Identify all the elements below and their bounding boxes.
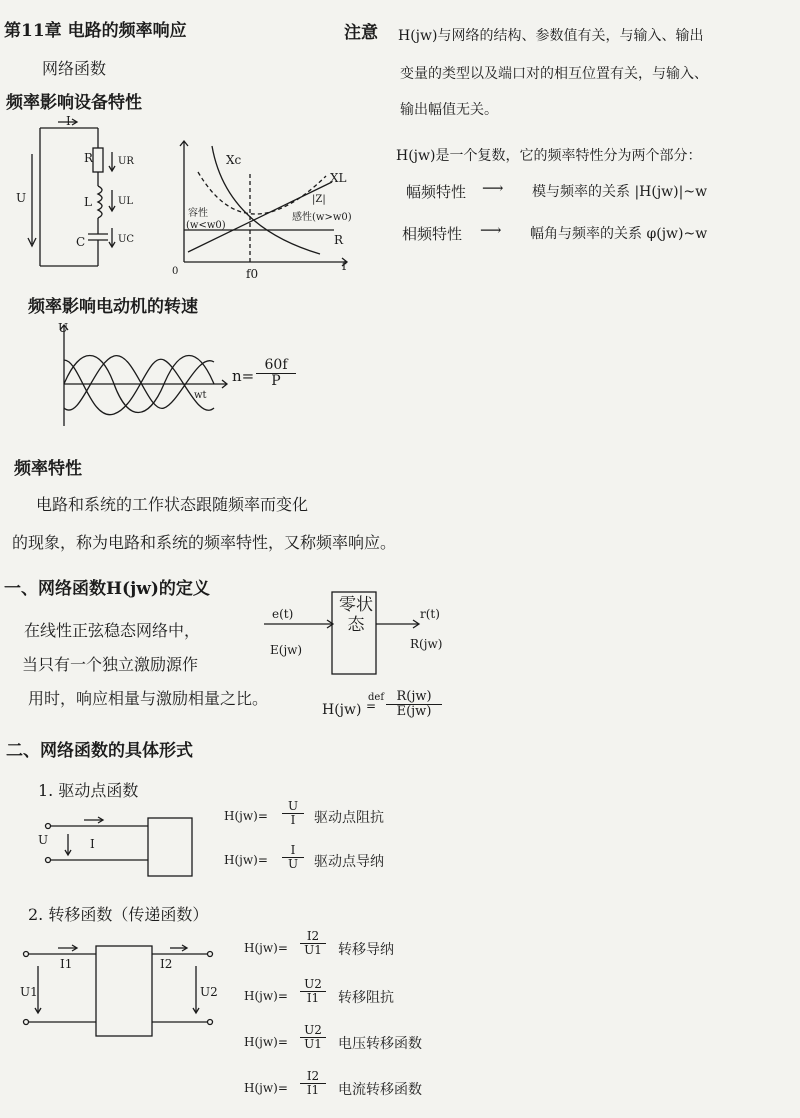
note-line-4: H(jw)是一个复数，它的频率特性分为两个部分： bbox=[396, 148, 702, 164]
arrow-icon: ⟶ bbox=[480, 221, 502, 239]
i1-label: I1 bbox=[60, 957, 73, 971]
current-transfer-den: I1 bbox=[306, 1083, 320, 1098]
driving-admittance-num: I bbox=[282, 844, 304, 858]
ur-label: UR bbox=[118, 156, 134, 167]
note-line-3: 输出幅值无关。 bbox=[400, 102, 498, 118]
driving-admittance-den: U bbox=[287, 857, 299, 872]
def-marker: def bbox=[368, 692, 385, 703]
driving-admittance-name: 驱动点导纳 bbox=[314, 854, 384, 870]
speed-formula-den: P bbox=[271, 373, 281, 390]
current-transfer-num: I2 bbox=[300, 1070, 326, 1084]
wt-axis-label: wt bbox=[194, 390, 207, 401]
amp-freq-label: 幅频特性 bbox=[406, 183, 467, 201]
speed-formula-num: 60f bbox=[256, 358, 296, 374]
port-voltage-label: U bbox=[38, 833, 49, 847]
two-port-diagram bbox=[18, 944, 218, 1044]
three-phase-waveform bbox=[50, 322, 230, 432]
transfer-impedance-den: I1 bbox=[306, 991, 320, 1006]
h-def-num: R(jw) bbox=[386, 690, 442, 705]
driving-impedance-fraction bbox=[282, 800, 304, 827]
i2-label: I2 bbox=[160, 957, 173, 971]
sub-2-title: 2. 转移函数（传递函数） bbox=[28, 905, 209, 924]
voltage-transfer-lhs: H(jw)= bbox=[244, 1035, 288, 1049]
driving-impedance-num: U bbox=[282, 800, 304, 814]
current-transfer-name: 电流转移函数 bbox=[338, 1082, 422, 1098]
f0-label: f0 bbox=[246, 267, 259, 281]
f-axis-label: f bbox=[342, 259, 347, 273]
inductor-label: L bbox=[84, 195, 92, 209]
h-def-den: E(jw) bbox=[396, 704, 432, 720]
inductive-label: 感性(w>w0) bbox=[292, 212, 352, 223]
input-ejw-label: E(jw) bbox=[270, 643, 303, 657]
driving-impedance-den: I bbox=[290, 813, 296, 828]
transfer-impedance-fraction bbox=[300, 978, 326, 1005]
transfer-impedance-lhs: H(jw)= bbox=[244, 989, 288, 1003]
capacitive-condition: (w<w0) bbox=[186, 220, 226, 231]
voltage-transfer-fraction bbox=[300, 1024, 326, 1051]
ul-label: UL bbox=[118, 196, 134, 207]
note-line-2: 变量的类型以及端口对的相互位置有关，与输入、 bbox=[400, 66, 708, 82]
h-definition-fraction bbox=[386, 690, 442, 720]
u1-label: U1 bbox=[20, 985, 38, 999]
output-rjw-label: R(jw) bbox=[410, 637, 443, 651]
driving-impedance-name: 驱动点阻抗 bbox=[314, 810, 384, 826]
section-1-title: 一、网络函数H(jw)的定义 bbox=[4, 579, 210, 599]
resistor-label: R bbox=[84, 151, 94, 165]
note-line-1: H(jw)与网络的结构、参数值有关，与输入、输出 bbox=[398, 28, 704, 44]
sec1-line-1: 在线性正弦稳态网络中， bbox=[24, 621, 201, 640]
driving-admittance-fraction bbox=[282, 844, 304, 871]
freq-def-line-1: 电路和系统的工作状态跟随频率而变化 bbox=[36, 495, 309, 514]
zero-state-box-label: 零状态 bbox=[339, 595, 373, 635]
driving-impedance-lhs: H(jw)= bbox=[224, 809, 268, 823]
sub-1-title: 1. 驱动点函数 bbox=[38, 781, 139, 800]
sec1-line-3: 用时，响应相量与激励相量之比。 bbox=[28, 689, 269, 708]
speed-formula-fraction bbox=[256, 358, 296, 390]
chapter-title: 第11章 电路的频率响应 bbox=[4, 21, 187, 41]
freq-def-line-2: 的现象，称为电路和系统的频率特性，又称频率响应。 bbox=[12, 533, 397, 552]
transfer-admittance-lhs: H(jw)= bbox=[244, 941, 288, 955]
transfer-admittance-den: U1 bbox=[304, 943, 322, 958]
driving-admittance-lhs: H(jw)= bbox=[224, 853, 268, 867]
current-label: I bbox=[66, 114, 71, 128]
current-transfer-lhs: H(jw)= bbox=[244, 1081, 288, 1095]
phase-freq-desc: 幅角与频率的关系 φ(jw)~w bbox=[530, 226, 708, 242]
current-transfer-fraction bbox=[300, 1070, 326, 1097]
u2-label: U2 bbox=[200, 985, 218, 999]
section-freq-title: 频率特性 bbox=[14, 459, 82, 479]
voltage-transfer-num: U2 bbox=[300, 1024, 326, 1038]
voltage-transfer-den: U1 bbox=[304, 1037, 322, 1052]
section-equipment-title: 频率影响设备特性 bbox=[6, 93, 142, 113]
section-motor-title: 频率影响电动机的转速 bbox=[28, 297, 198, 317]
phase-freq-label: 相频特性 bbox=[402, 225, 463, 243]
arrow-icon: ⟶ bbox=[482, 179, 504, 197]
section-2-title: 二、网络函数的具体形式 bbox=[6, 741, 193, 761]
def-equals: = bbox=[366, 699, 377, 713]
voltage-label: U bbox=[16, 191, 27, 205]
z-label: |Z| bbox=[312, 194, 326, 205]
port-current-label: I bbox=[90, 837, 95, 851]
xc-label: Xc bbox=[226, 153, 242, 167]
transfer-admittance-num: I2 bbox=[300, 930, 326, 944]
transfer-impedance-name: 转移阻抗 bbox=[338, 990, 394, 1006]
xl-label: XL bbox=[330, 171, 347, 185]
transfer-admittance-fraction bbox=[300, 930, 326, 957]
amp-freq-desc: 模与频率的关系 |H(jw)|~w bbox=[532, 184, 708, 200]
input-et-label: e(t) bbox=[272, 607, 294, 621]
transfer-admittance-name: 转移导纳 bbox=[338, 942, 394, 958]
transfer-impedance-num: U2 bbox=[300, 978, 326, 992]
note-title: 注意 bbox=[344, 23, 378, 43]
subtitle: 网络函数 bbox=[42, 59, 107, 78]
capacitive-label: 容性 bbox=[188, 208, 208, 219]
capacitor-label: C bbox=[76, 235, 86, 249]
speed-formula-label: n= bbox=[232, 367, 255, 385]
one-port-diagram bbox=[40, 814, 200, 884]
h-definition-lhs: H(jw) bbox=[322, 702, 362, 718]
output-rt-label: r(t) bbox=[420, 607, 440, 621]
sec1-line-2: 当只有一个独立激励源作 bbox=[22, 655, 199, 674]
voltage-transfer-name: 电压转移函数 bbox=[338, 1036, 422, 1052]
u-axis-label: U bbox=[58, 321, 69, 335]
r-label: R bbox=[334, 233, 344, 247]
origin-label: 0 bbox=[172, 266, 179, 277]
uc-label: UC bbox=[118, 234, 135, 245]
